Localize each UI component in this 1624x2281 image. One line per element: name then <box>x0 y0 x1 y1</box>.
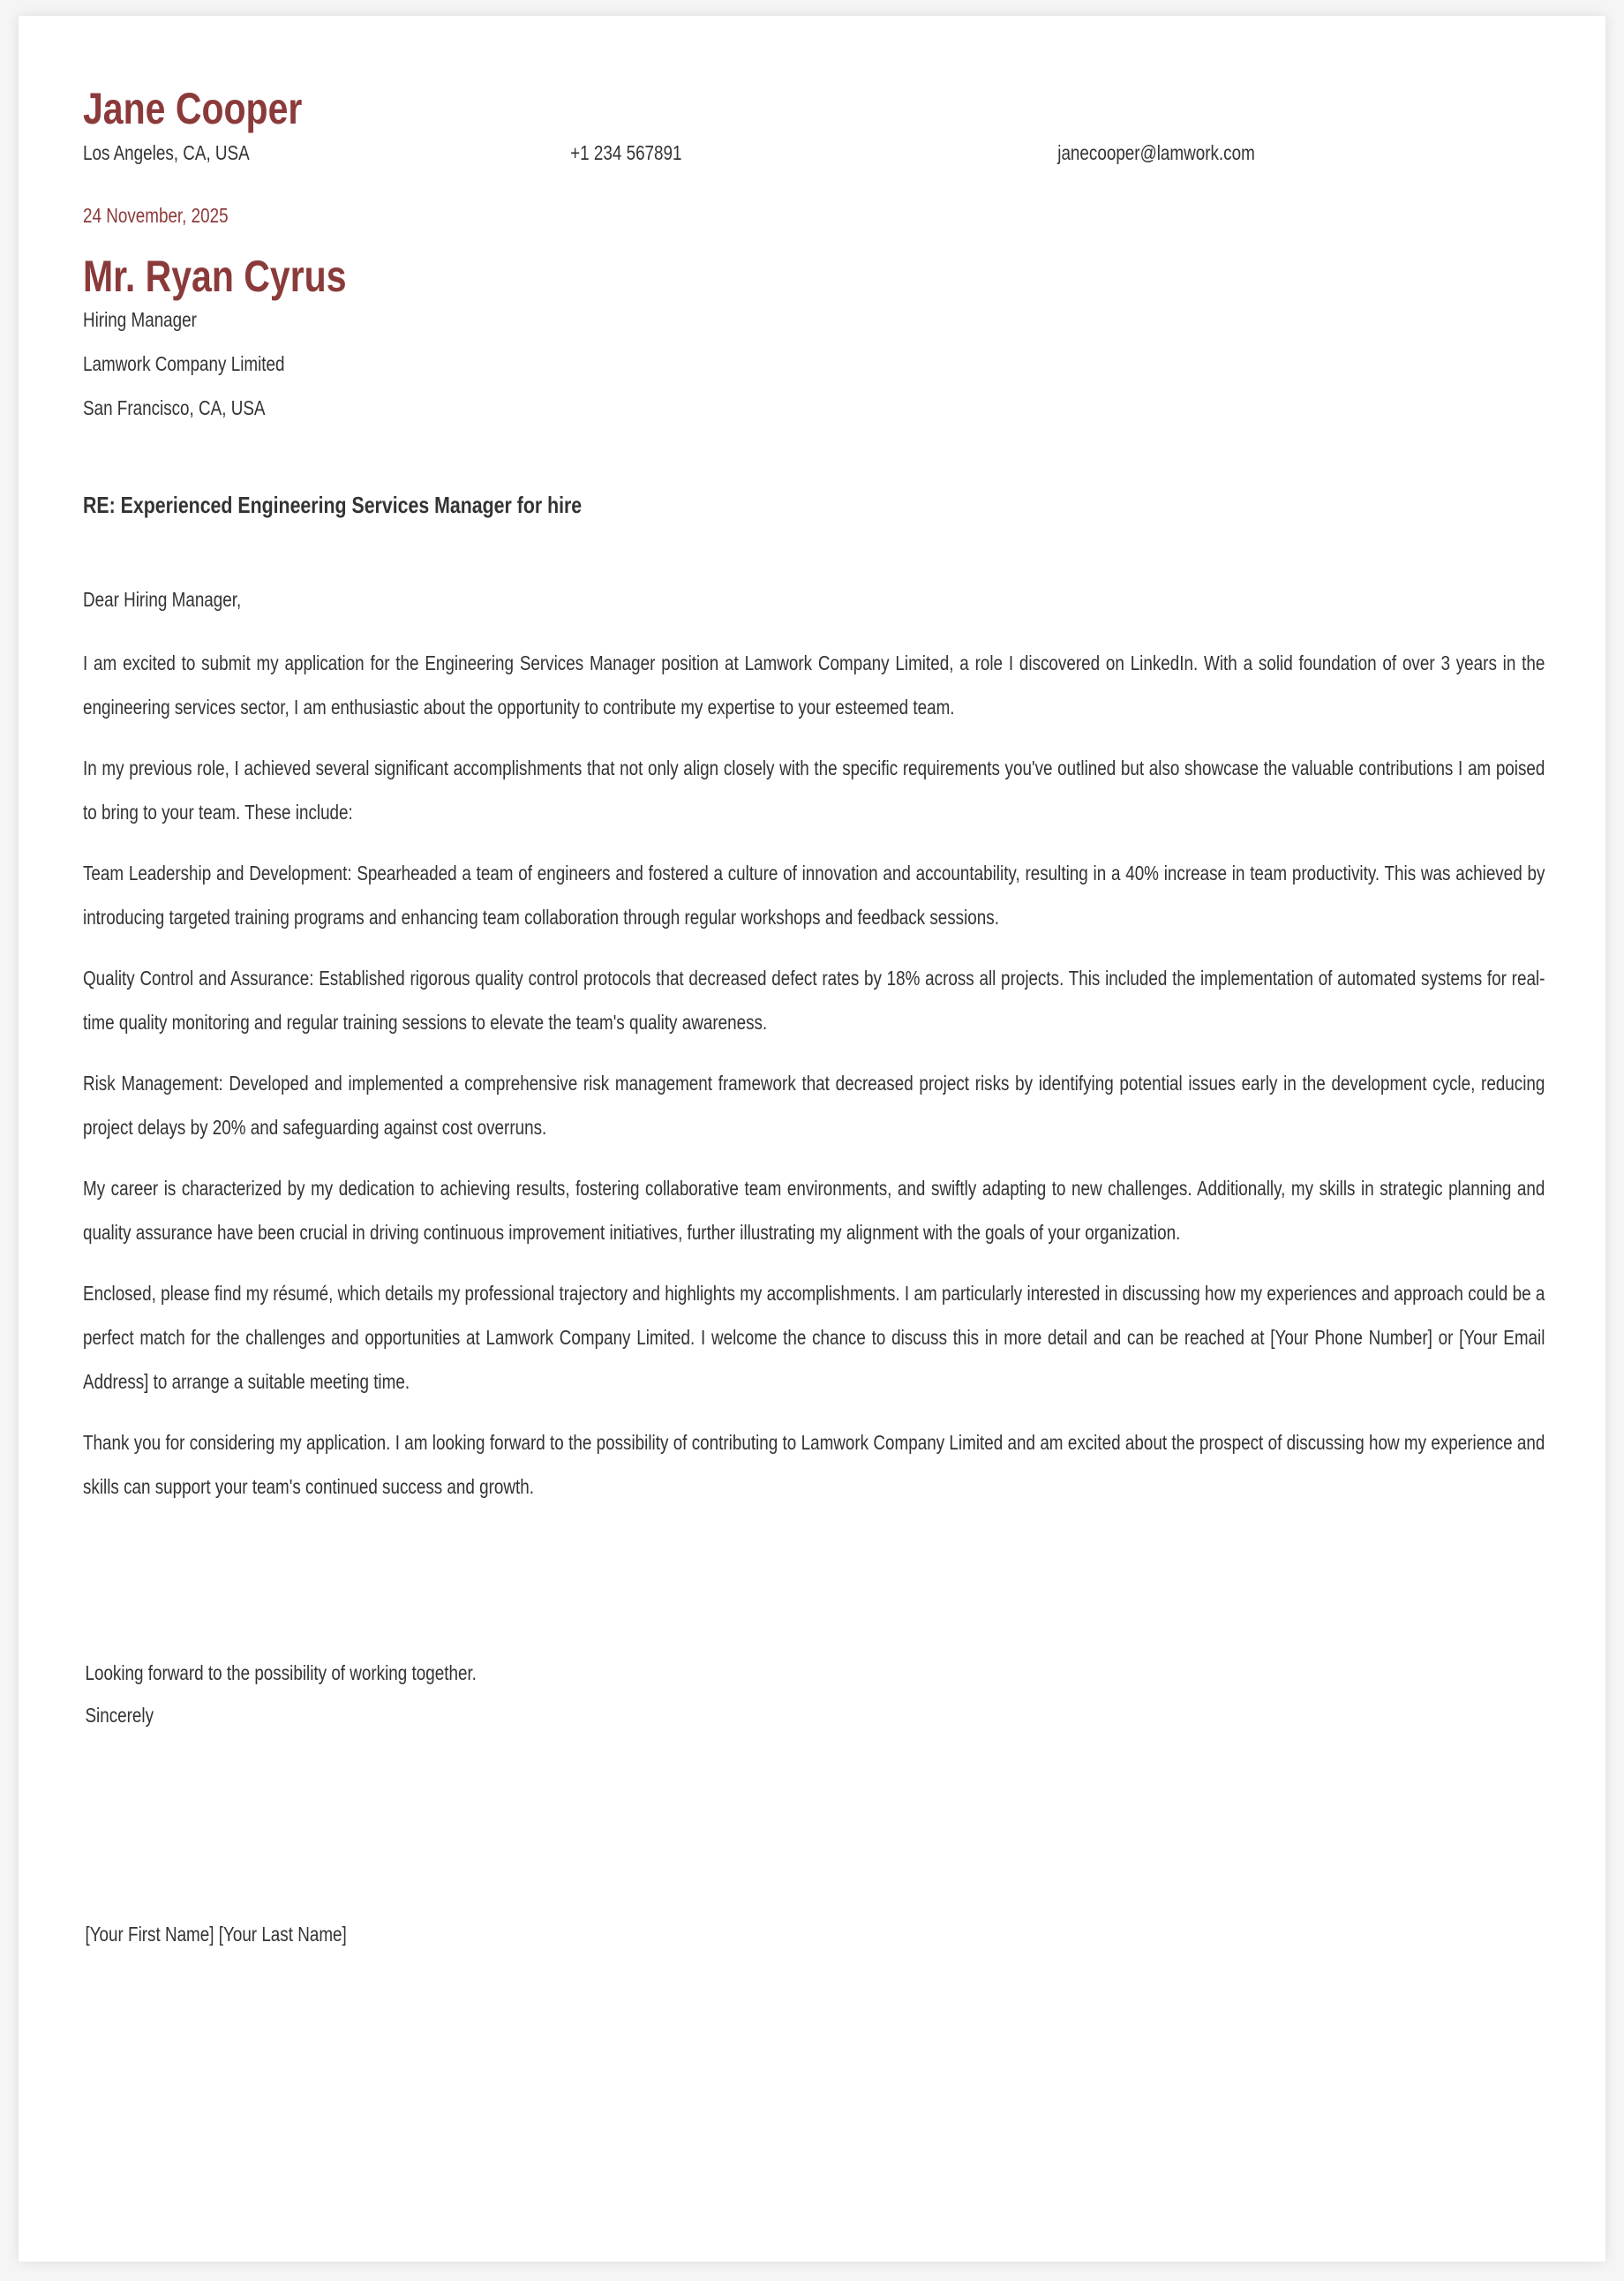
body-paragraph: Team Leadership and Development: Spearheaded a team of engineers and fostered a culture of innovation and accountability, resulting in a 40% increase in team productivity. This was achieved by introducing targeted training programs and enhancing team collaboration through regular workshops and feedback sessions. <box>83 862 1545 929</box>
sender-contact-row <box>83 139 1545 166</box>
body-paragraph: Enclosed, please find my résumé, which details my professional trajectory and highlights my accomplishments. I am particularly interested in discussing how my experiences and approach could be a perfect match for the challenges and opportunities at Lamwork Company Limited. I welcome the chance to discuss this in more detail and can be reached at [Your Phone Number] or [Your Email Address] to arrange a suitable meeting time. <box>83 1282 1545 1393</box>
sender-phone: +1 234 567891 <box>570 141 682 164</box>
sender-location: Los Angeles, CA, USA <box>83 141 250 164</box>
body-paragraph: I am excited to submit my application for the Engineering Services Manager position at Lamwork Company Limited, a role I discovered on LinkedIn. With a solid foundation of over 3 years in the engineering services sector, I am enthusiastic about the opportunity to contribute my expertise to your esteemed team. <box>83 651 1545 719</box>
recipient-title: Hiring Manager <box>83 308 197 331</box>
body-paragraph: Thank you for considering my application. I am looking forward to the possibility of contributing to Lamwork Company Limited and am excited about the prospect of discussing how my experience and skills can support your team's continued success and growth. <box>83 1431 1545 1498</box>
subject-line: RE: Experienced Engineering Services Manager for hire <box>83 492 583 518</box>
closing-block <box>85 1652 476 1736</box>
recipient-location: San Francisco, CA, USA <box>83 396 266 419</box>
signoff: Sincerely <box>85 1704 154 1727</box>
closing-line: Looking forward to the possibility of working together. <box>85 1661 477 1684</box>
sender-name: Jane Cooper <box>83 84 303 133</box>
body-paragraph: Quality Control and Assurance: Established rigorous quality control protocols that decreased defect rates by 18% across all projects. This included the implementation of automated systems for real-time quality monitoring and regular training sessions to elevate the team's quality awareness. <box>83 967 1545 1034</box>
letter-date: 24 November, 2025 <box>83 204 229 227</box>
body-paragraph: In my previous role, I achieved several significant accomplishments that not only align closely with the specific requirements you've outlined but also showcase the valuable contributions I am poised to bring to your team. These include: <box>83 757 1545 824</box>
body-paragraph: Risk Management: Developed and implemented a comprehensive risk management framework that decreased project risks by identifying potential issues early in the development cycle, reducing project delays by 20% and safeguarding against cost overruns. <box>83 1072 1545 1139</box>
recipient-company: Lamwork Company Limited <box>83 352 285 375</box>
greeting: Dear Hiring Manager, <box>83 588 242 611</box>
signature-name: [Your First Name] [Your Last Name] <box>85 1923 347 1946</box>
letter-page <box>19 16 1605 2262</box>
letter-content <box>83 82 1545 1946</box>
recipient-name: Mr. Ryan Cyrus <box>83 252 347 301</box>
body-paragraph: My career is characterized by my dedication to achieving results, fostering collaborative team environments, and swiftly adapting to new challenges. Additionally, my skills in strategic planning and quality assurance have been crucial in driving continuous improvement initiatives, further illustrating my alignment with the goals of your organization. <box>83 1177 1545 1244</box>
sender-email: janecooper@lamwork.com <box>1057 141 1255 164</box>
